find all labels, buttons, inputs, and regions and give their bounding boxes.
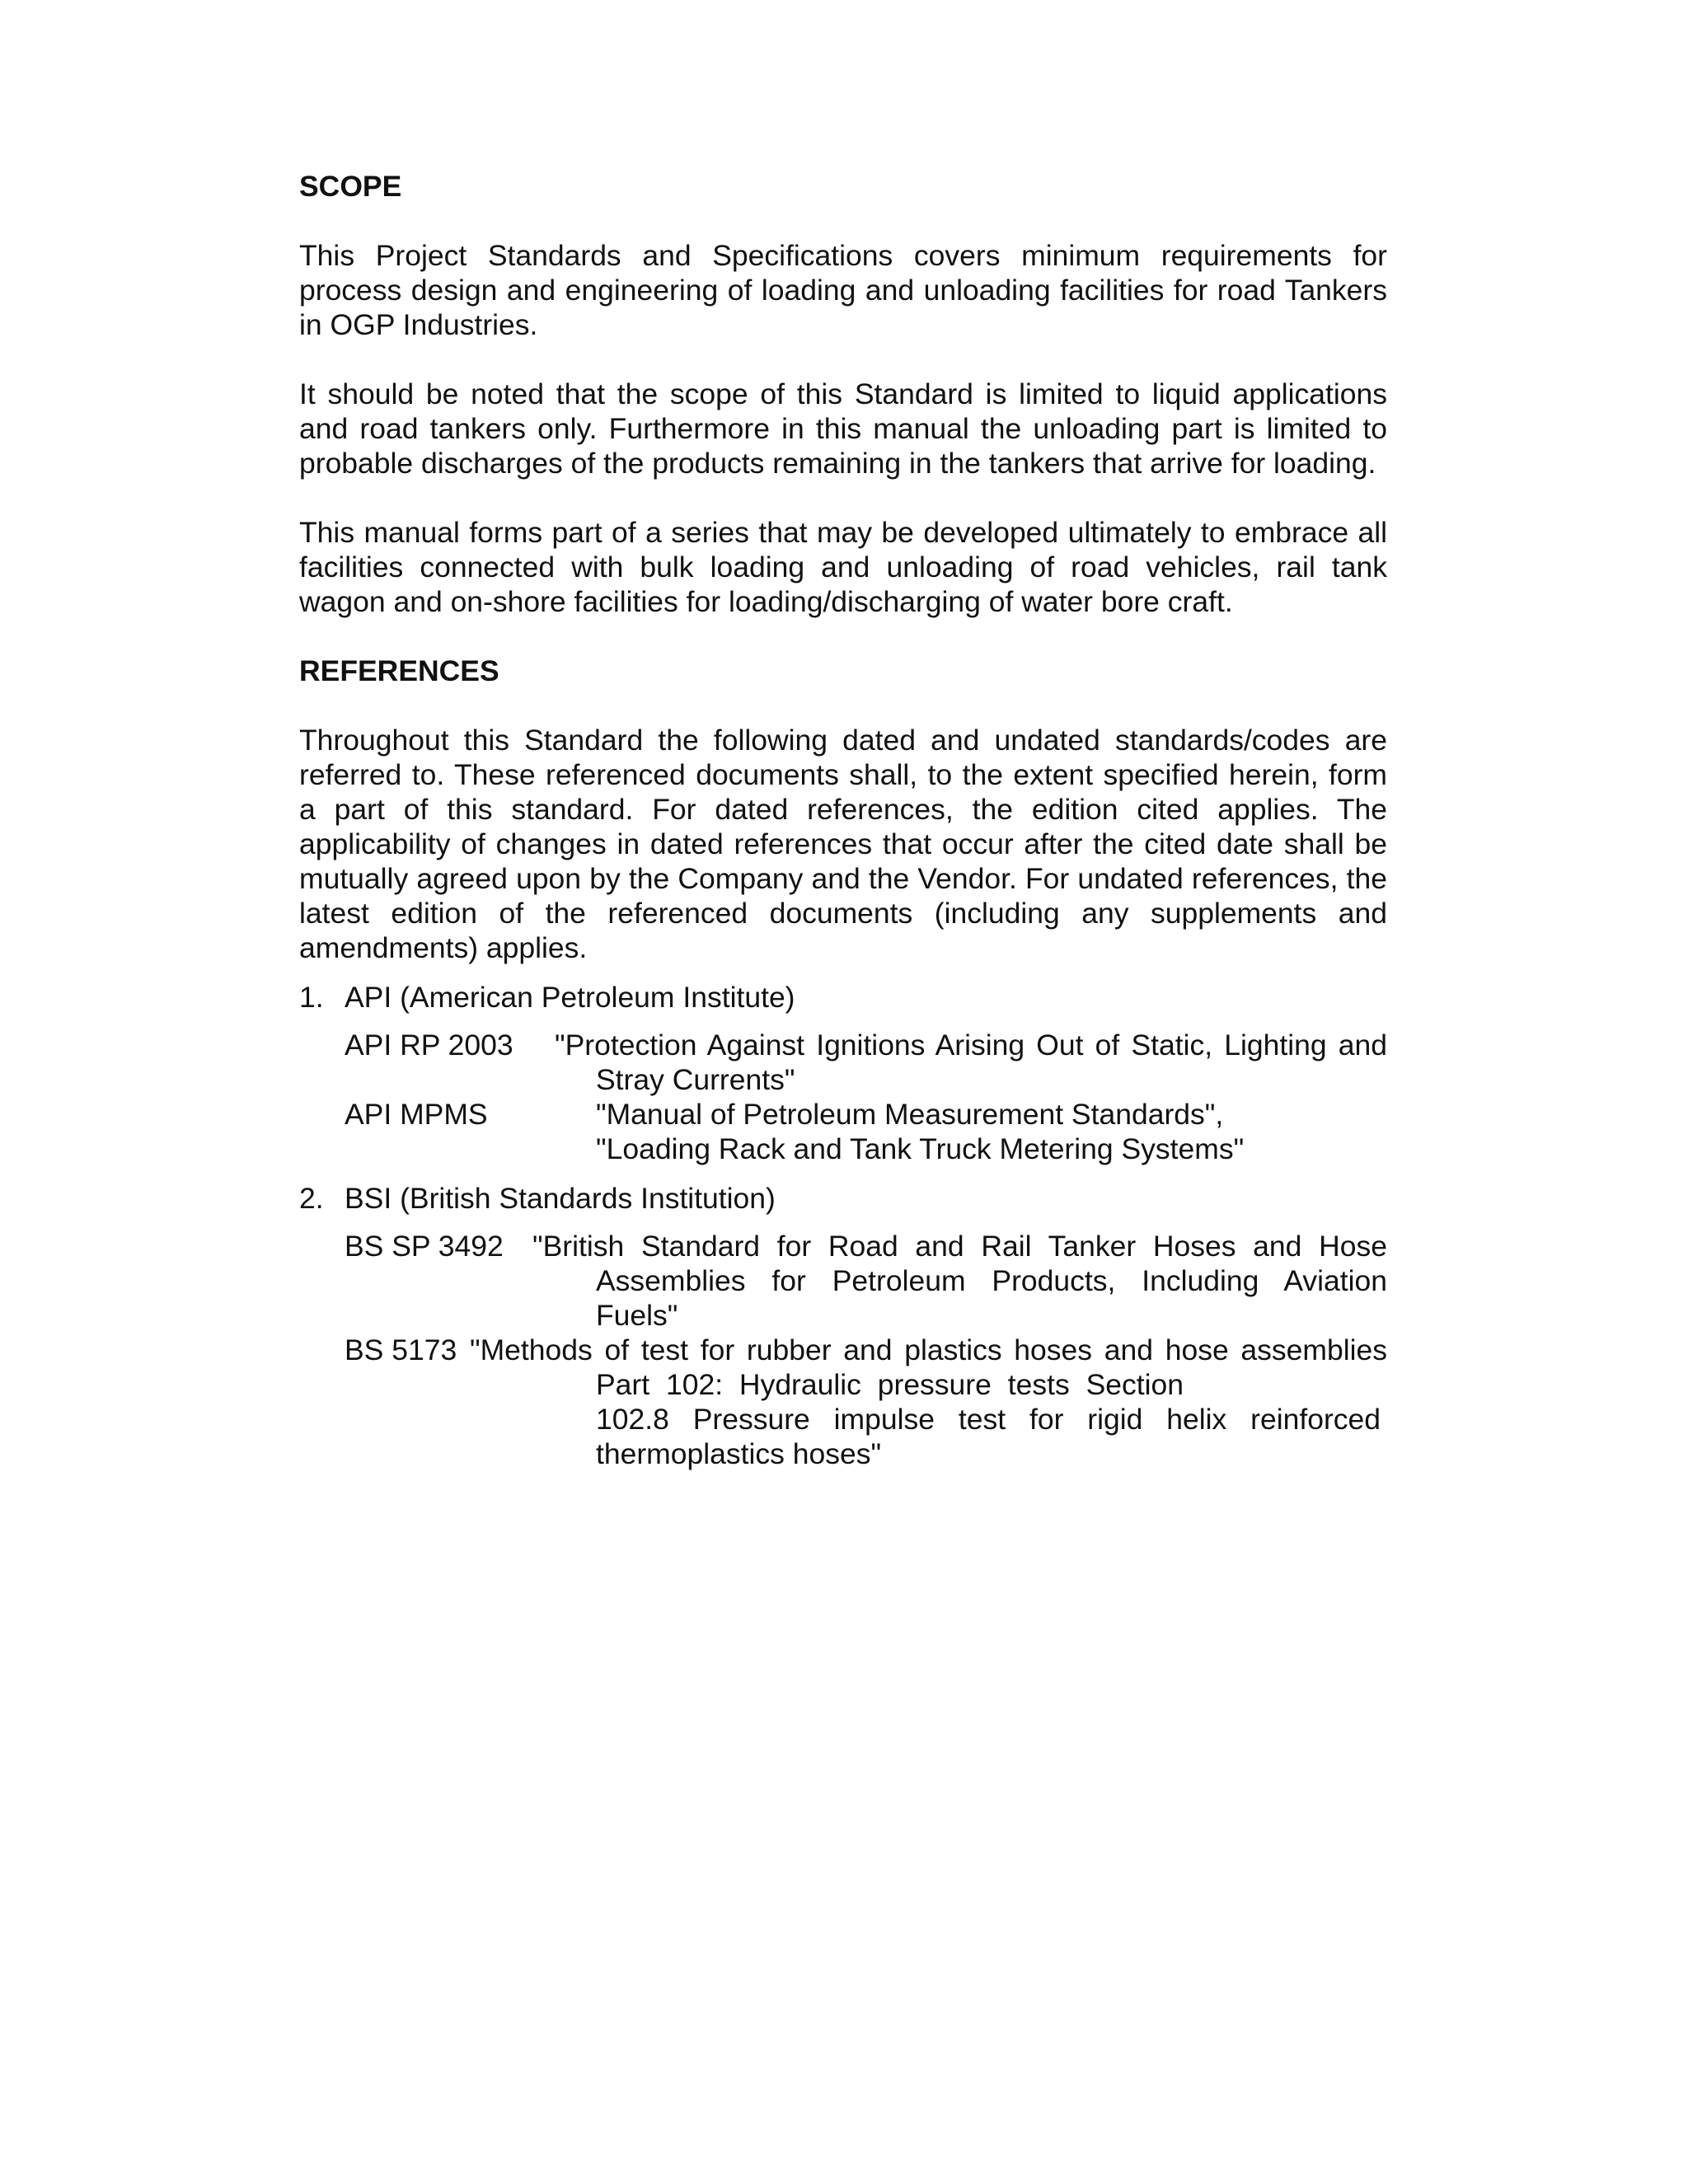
reference-title-line: "Loading Rack and Tank Truck Metering Systems" (596, 1132, 1245, 1165)
reference-group-bsi (299, 1181, 1387, 1216)
reference-item-api-mpms (345, 1097, 1387, 1132)
reference-title-line: Fuels" (596, 1299, 678, 1332)
reference-group-api (299, 980, 1387, 1015)
document-page (299, 169, 1387, 1471)
reference-group-title: API (American Petroleum Institute) (345, 981, 795, 1014)
reference-title-line: Stray Currents" (596, 1063, 795, 1096)
reference-code: API MPMS (345, 1098, 488, 1131)
reference-group-title: BSI (British Standards Institution) (345, 1182, 776, 1215)
scope-paragraph-3: This manual forms part of a series that may be developed ultimately to embrace all facilities connected with bulk loading and unloading of road vehicles, rail tank wagon and on-shore facilities for loading/discharging of water bore craft. (299, 516, 1387, 618)
scope-heading: SCOPE (299, 170, 402, 203)
reference-title-line: "Methods of test for rubber and plastics hoses and hose assemblies (470, 1333, 1387, 1366)
reference-title-line: Part 102: Hydraulic pressure tests Section (596, 1368, 1184, 1401)
scope-paragraph-1: This Project Standards and Specifications covers minimum requirements for process design and engineering of loading and unloading facilities for road Tankers in OGP Industries. (299, 239, 1387, 341)
reference-list-bsi (345, 1229, 1387, 1471)
reference-list-api (345, 1028, 1387, 1166)
reference-item-bs-sp-3492 (345, 1229, 1387, 1263)
reference-group-number: 1. (299, 981, 324, 1014)
reference-title-line: Assemblies for Petroleum Products, Including Aviation (596, 1264, 1387, 1297)
reference-title-line: "Manual of Petroleum Measurement Standards", (596, 1098, 1224, 1131)
references-heading: REFERENCES (299, 654, 499, 687)
reference-title-line: "Protection Against Ignitions Arising Out of Static, Lighting and (555, 1029, 1387, 1062)
scope-paragraph-2: It should be noted that the scope of this Standard is limited to liquid applications and road tankers only. Furthermore in this manual the unloading part is limited to probable discharges of the products remaining in the tankers that arrive for loading. (299, 377, 1387, 480)
reference-item-api-rp-2003 (345, 1028, 1387, 1062)
reference-title-line: "British Standard for Road and Rail Tanker Hoses and Hose (532, 1230, 1387, 1263)
reference-item-bs-5173 (345, 1333, 1387, 1367)
reference-title-line: thermoplastics hoses" (596, 1437, 882, 1470)
reference-group-number: 2. (299, 1182, 324, 1215)
reference-code: BS 5173 (345, 1333, 457, 1366)
reference-title-line: 102.8 Pressure impulse test for rigid helix reinforced (596, 1403, 1381, 1436)
reference-code: API RP 2003 (345, 1029, 513, 1062)
reference-code: BS SP 3492 (345, 1230, 504, 1263)
references-intro: Throughout this Standard the following dated and undated standards/codes are referred to. These referenced documents shall, to the extent specified herein, form a part of this standard. For dated references, the edition cited applies. The applicability of changes in dated references that occur after the cited date shall be mutually agreed upon by the Company and the Vendor. For undated references, the latest edition of the referenced documents (including any supplements and amendments) applies. (299, 724, 1387, 964)
